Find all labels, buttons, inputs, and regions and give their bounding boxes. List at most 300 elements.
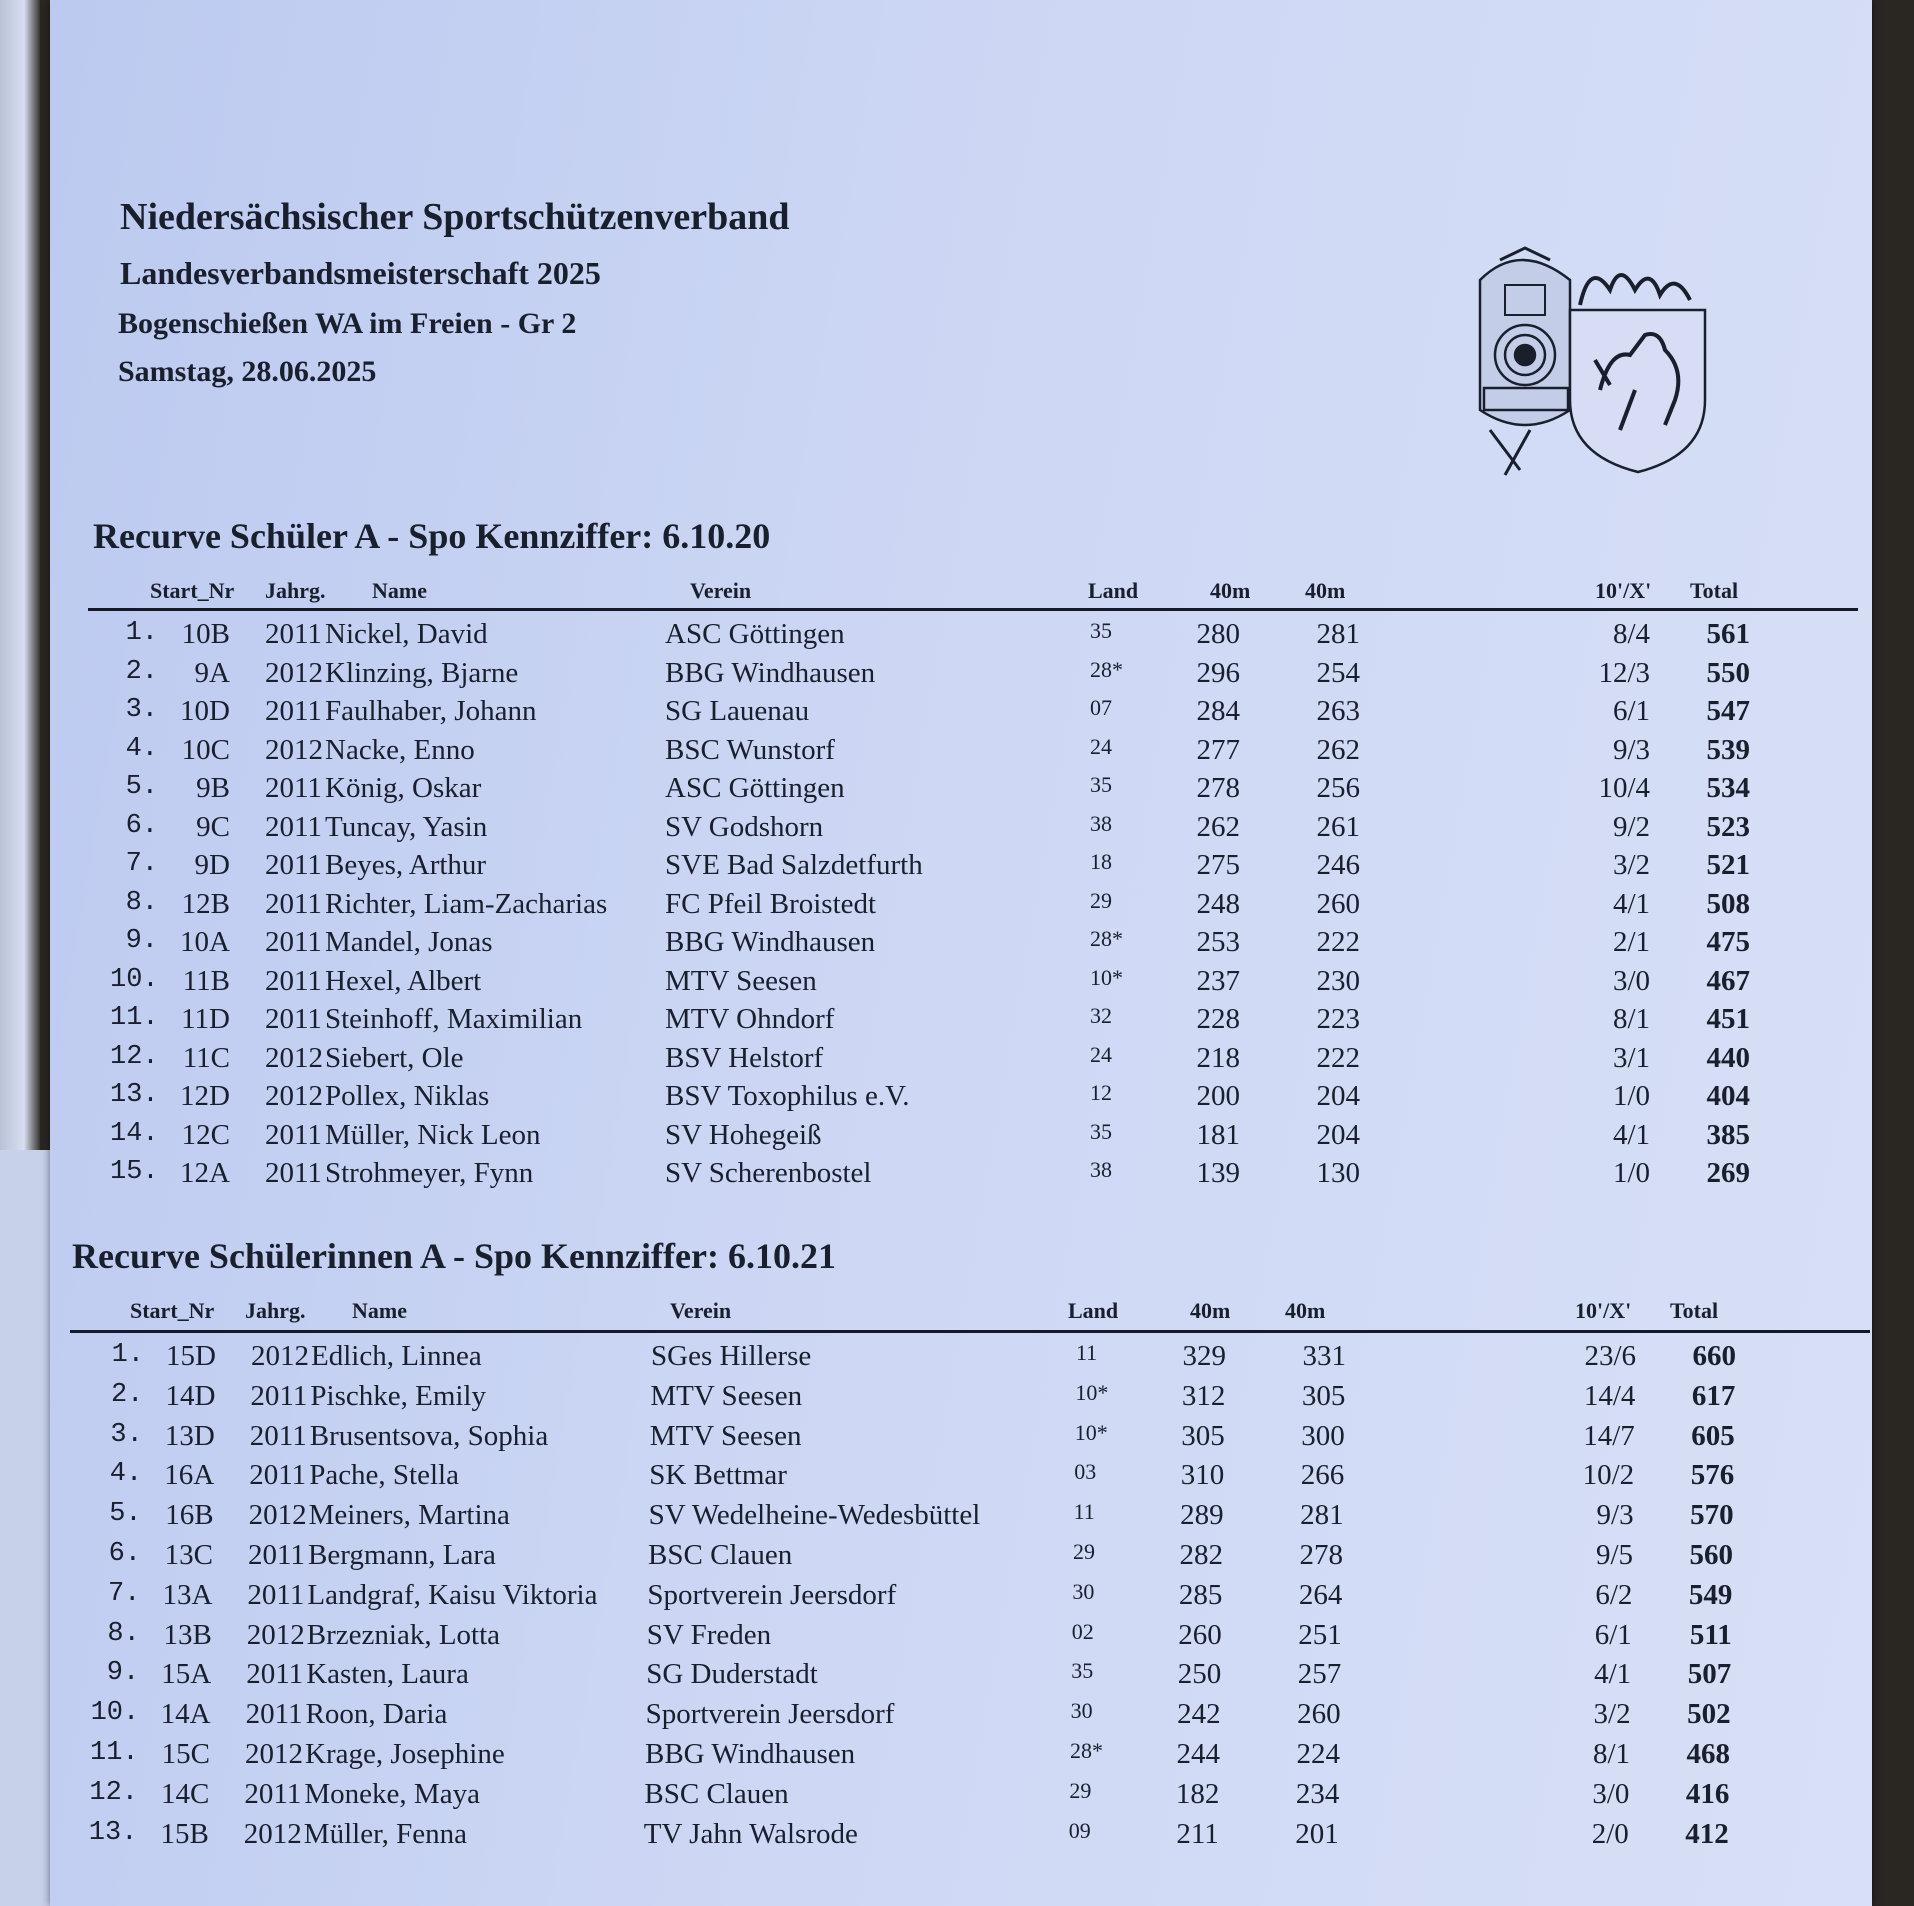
athlete-name-cell: Siebert, Ole xyxy=(325,1041,464,1074)
club-cell: MTV Seesen xyxy=(649,1419,802,1452)
birth-year-cell: 2012 xyxy=(265,1080,323,1112)
tens-x-cell: 3/2 xyxy=(1612,849,1650,881)
rank-cell: 2. xyxy=(110,1379,144,1410)
rank-cell: 1. xyxy=(111,1340,144,1370)
tens-x-cell: 9/3 xyxy=(1612,733,1650,766)
round1-score-cell: 211 xyxy=(1176,1817,1219,1850)
club-cell: SV Hohegeiß xyxy=(665,1118,822,1151)
round1-score-cell: 250 xyxy=(1177,1658,1222,1691)
round1-score-cell: 228 xyxy=(1196,1003,1240,1035)
round1-score-cell: 262 xyxy=(1196,810,1240,843)
round1-score-cell: 305 xyxy=(1181,1419,1225,1452)
total-score-cell: 534 xyxy=(1706,772,1750,804)
round1-score-cell: 260 xyxy=(1178,1618,1222,1651)
result-row xyxy=(50,1340,1872,1378)
round1-score-cell: 242 xyxy=(1177,1698,1221,1731)
column-header-jahrg: Jahrg. xyxy=(265,578,326,603)
round2-score-cell: 251 xyxy=(1298,1618,1342,1651)
result-row xyxy=(50,849,1872,887)
birth-year-cell: 2011 xyxy=(265,1118,322,1151)
club-cell: SV Godshorn xyxy=(665,810,824,843)
round2-score-cell: 261 xyxy=(1316,810,1360,843)
rank-cell: 7. xyxy=(125,849,158,879)
birth-year-cell: 2011 xyxy=(265,887,322,920)
column-header-name: Name xyxy=(352,1298,407,1323)
district-cell: 35 xyxy=(1090,618,1112,643)
schuetzenbund-emblem-icon xyxy=(1480,248,1570,475)
total-score-cell: 549 xyxy=(1688,1578,1733,1611)
club-cell: SGes Hillerse xyxy=(651,1340,812,1372)
total-score-cell: 508 xyxy=(1706,887,1750,920)
tens-x-cell: 2/1 xyxy=(1612,926,1650,958)
round2-score-cell: 204 xyxy=(1316,1080,1360,1112)
column-header-name: Name xyxy=(372,578,427,603)
club-cell: FC Pfeil Broistedt xyxy=(665,887,877,920)
club-cell: SG Lauenau xyxy=(665,695,810,727)
total-score-cell: 412 xyxy=(1685,1817,1729,1850)
start-number-cell: 10B xyxy=(181,618,230,650)
event-date: Samstag, 28.06.2025 xyxy=(118,355,377,388)
tens-x-cell: 23/6 xyxy=(1584,1340,1636,1372)
total-score-cell: 502 xyxy=(1687,1698,1731,1731)
club-cell: MTV Seesen xyxy=(665,964,817,997)
total-score-cell: 404 xyxy=(1706,1080,1750,1112)
athlete-name-cell: Brzezniak, Lotta xyxy=(306,1618,501,1651)
round1-score-cell: 237 xyxy=(1196,964,1240,997)
total-score-cell: 269 xyxy=(1706,1157,1750,1189)
start-number-cell: 15B xyxy=(160,1817,209,1850)
column-header-total: Total xyxy=(1670,1298,1719,1323)
round2-score-cell: 223 xyxy=(1316,1003,1360,1035)
athlete-name-cell: Klinzing, Bjarne xyxy=(325,656,519,689)
club-cell: ASC Göttingen xyxy=(665,618,845,650)
birth-year-cell: 2012 xyxy=(265,1041,323,1074)
district-cell: 35 xyxy=(1071,1658,1094,1684)
district-cell: 28* xyxy=(1070,1738,1103,1763)
district-cell: 11 xyxy=(1076,1340,1098,1365)
district-cell: 10* xyxy=(1074,1419,1108,1445)
round2-score-cell: 254 xyxy=(1316,656,1360,689)
start-number-cell: 13C xyxy=(164,1539,213,1571)
rank-cell: 15. xyxy=(110,1157,159,1187)
club-cell: Sportverein Jeersdorf xyxy=(645,1698,895,1731)
result-row xyxy=(50,734,1872,772)
round2-score-cell: 204 xyxy=(1316,1118,1360,1151)
club-cell: SK Bettmar xyxy=(649,1459,787,1492)
result-row xyxy=(50,1157,1872,1195)
result-row xyxy=(50,1698,1872,1736)
rank-cell: 10. xyxy=(90,1698,140,1729)
round2-score-cell: 257 xyxy=(1297,1658,1342,1691)
organization-title: Niedersächsischer Sportschützenverband xyxy=(120,196,790,238)
athlete-name-cell: Edlich, Linnea xyxy=(311,1340,482,1372)
start-number-cell: 10C xyxy=(181,733,230,766)
start-number-cell: 14C xyxy=(161,1777,210,1810)
total-score-cell: 576 xyxy=(1690,1459,1735,1492)
round1-score-cell: 289 xyxy=(1180,1499,1224,1532)
tens-x-cell: 1/0 xyxy=(1612,1157,1650,1189)
total-score-cell: 511 xyxy=(1689,1618,1732,1651)
rank-cell: 5. xyxy=(125,772,158,802)
header-rule xyxy=(70,1330,1870,1333)
birth-year-cell: 2011 xyxy=(265,772,322,804)
round1-score-cell: 312 xyxy=(1181,1379,1226,1412)
total-score-cell: 547 xyxy=(1706,695,1750,727)
round1-score-cell: 182 xyxy=(1175,1777,1220,1810)
athlete-name-cell: Kasten, Laura xyxy=(306,1658,469,1691)
result-row xyxy=(50,1119,1872,1157)
column-header-land: Land xyxy=(1068,1298,1119,1323)
round2-score-cell: 234 xyxy=(1295,1777,1340,1810)
athlete-name-cell: Pischke, Emily xyxy=(310,1379,486,1412)
tens-x-cell: 4/1 xyxy=(1612,1118,1650,1151)
birth-year-cell: 2011 xyxy=(244,1777,302,1810)
tens-x-cell: 10/4 xyxy=(1598,772,1650,804)
start-number-cell: 14D xyxy=(165,1379,216,1412)
club-cell: BBG Windhausen xyxy=(665,926,876,958)
district-cell: 24 xyxy=(1090,733,1112,759)
birth-year-cell: 2011 xyxy=(265,926,322,958)
club-cell: SV Wedelheine-Wedesbüttel xyxy=(648,1499,981,1532)
club-cell: ASC Göttingen xyxy=(665,772,845,804)
total-score-cell: 521 xyxy=(1706,849,1750,881)
club-cell: SV Scherenbostel xyxy=(665,1157,872,1189)
rank-cell: 1. xyxy=(125,618,158,648)
round2-score-cell: 224 xyxy=(1296,1738,1340,1770)
column-header-verein: Verein xyxy=(670,1298,732,1323)
result-row xyxy=(50,1459,1872,1497)
district-cell: 30 xyxy=(1072,1578,1095,1604)
section-title: Recurve Schülerinnen A - Spo Kennziffer: 6.10.21 xyxy=(72,1236,836,1276)
start-number-cell: 10A xyxy=(180,926,230,958)
rank-cell: 12. xyxy=(110,1041,159,1072)
column-header-round2: 40m xyxy=(1285,1298,1326,1323)
total-score-cell: 550 xyxy=(1706,656,1750,689)
district-cell: 35 xyxy=(1090,772,1112,797)
district-cell: 38 xyxy=(1090,810,1112,836)
birth-year-cell: 2011 xyxy=(265,849,322,881)
tens-x-cell: 4/1 xyxy=(1594,1658,1632,1691)
club-cell: BSV Toxophilus e.V. xyxy=(665,1080,910,1112)
start-number-cell: 12D xyxy=(180,1080,230,1112)
athlete-name-cell: Richter, Liam-Zacharias xyxy=(325,887,608,920)
rank-cell: 14. xyxy=(110,1118,159,1149)
round2-score-cell: 266 xyxy=(1300,1459,1345,1492)
result-row xyxy=(50,1042,1872,1080)
start-number-cell: 15C xyxy=(161,1738,210,1770)
round1-score-cell: 275 xyxy=(1196,849,1240,881)
round2-score-cell: 262 xyxy=(1316,733,1360,766)
start-number-cell: 11B xyxy=(182,964,230,997)
tens-x-cell: 3/0 xyxy=(1612,964,1650,997)
rank-cell: 8. xyxy=(125,887,158,918)
start-number-cell: 9C xyxy=(196,810,230,843)
tens-x-cell: 2/0 xyxy=(1591,1817,1629,1850)
tens-x-cell: 6/1 xyxy=(1612,695,1650,727)
round2-score-cell: 230 xyxy=(1316,964,1360,997)
start-number-cell: 11D xyxy=(181,1003,230,1035)
column-header-land: Land xyxy=(1088,578,1139,603)
rank-cell: 12. xyxy=(89,1777,138,1808)
result-row xyxy=(50,1818,1872,1856)
result-row xyxy=(50,1420,1872,1458)
total-score-cell: 385 xyxy=(1706,1118,1750,1151)
district-cell: 11 xyxy=(1073,1499,1095,1525)
athlete-name-cell: Landgraf, Kaisu Viktoria xyxy=(307,1578,598,1611)
lower-saxony-shield-icon xyxy=(1570,275,1705,472)
birth-year-cell: 2011 xyxy=(250,1379,308,1412)
rank-cell: 4. xyxy=(109,1459,143,1490)
district-cell: 18 xyxy=(1090,849,1112,874)
athlete-name-cell: König, Oskar xyxy=(325,772,482,804)
result-row xyxy=(50,657,1872,695)
round1-score-cell: 277 xyxy=(1196,733,1240,766)
club-cell: BSC Clauen xyxy=(644,1777,789,1810)
district-cell: 12 xyxy=(1090,1080,1112,1105)
athlete-name-cell: Meiners, Martina xyxy=(308,1499,510,1532)
athlete-name-cell: Roon, Daria xyxy=(305,1698,448,1731)
section-title: Recurve Schüler A - Spo Kennziffer: 6.10.20 xyxy=(93,516,771,556)
birth-year-cell: 2012 xyxy=(265,733,323,766)
rank-cell: 8. xyxy=(107,1618,140,1649)
district-cell: 10* xyxy=(1075,1379,1109,1405)
start-number-cell: 10D xyxy=(180,695,230,727)
result-row xyxy=(50,1619,1872,1657)
club-cell: BSC Wunstorf xyxy=(665,733,835,766)
round1-score-cell: 280 xyxy=(1196,618,1240,650)
round2-score-cell: 305 xyxy=(1301,1379,1346,1412)
athlete-name-cell: Pollex, Niklas xyxy=(325,1080,490,1112)
club-cell: BBG Windhausen xyxy=(645,1738,856,1770)
results-sheet xyxy=(50,0,1872,1906)
total-score-cell: 617 xyxy=(1691,1379,1736,1412)
round2-score-cell: 278 xyxy=(1299,1539,1343,1571)
club-cell: SG Duderstadt xyxy=(646,1658,818,1691)
column-header-total: Total xyxy=(1690,578,1739,603)
total-score-cell: 467 xyxy=(1706,964,1750,997)
column-header-start-nr: Start_Nr xyxy=(130,1298,215,1323)
start-number-cell: 12B xyxy=(181,887,230,920)
tens-x-cell: 9/3 xyxy=(1596,1499,1634,1532)
total-score-cell: 507 xyxy=(1687,1658,1732,1691)
column-header-round1: 40m xyxy=(1190,1298,1231,1323)
total-score-cell: 523 xyxy=(1706,810,1750,843)
club-cell: BSV Helstorf xyxy=(665,1041,824,1074)
district-cell: 02 xyxy=(1071,1618,1094,1644)
start-number-cell: 16B xyxy=(165,1499,214,1532)
rank-cell: 6. xyxy=(125,810,158,841)
round1-score-cell: 253 xyxy=(1196,926,1240,958)
round2-score-cell: 256 xyxy=(1316,772,1360,804)
birth-year-cell: 2012 xyxy=(246,1618,305,1651)
result-row xyxy=(50,1579,1872,1617)
result-row xyxy=(50,1778,1872,1816)
athlete-name-cell: Pache, Stella xyxy=(309,1459,459,1492)
birth-year-cell: 2011 xyxy=(247,1578,305,1611)
birth-year-cell: 2011 xyxy=(249,1459,307,1492)
birth-year-cell: 2012 xyxy=(251,1340,309,1372)
round2-score-cell: 300 xyxy=(1301,1419,1345,1452)
district-cell: 29 xyxy=(1090,887,1112,913)
total-score-cell: 660 xyxy=(1692,1340,1736,1372)
athlete-name-cell: Nickel, David xyxy=(325,618,488,650)
club-cell: MTV Seesen xyxy=(650,1379,803,1412)
district-cell: 09 xyxy=(1068,1817,1091,1843)
round2-score-cell: 130 xyxy=(1316,1157,1360,1189)
athlete-name-cell: Mandel, Jonas xyxy=(325,926,493,958)
rank-cell: 13. xyxy=(110,1080,159,1110)
athlete-name-cell: Moneke, Maya xyxy=(304,1777,480,1810)
start-number-cell: 13B xyxy=(163,1618,212,1651)
round1-score-cell: 181 xyxy=(1196,1118,1240,1151)
birth-year-cell: 2011 xyxy=(245,1698,303,1731)
start-number-cell: 9D xyxy=(194,849,230,881)
birth-year-cell: 2011 xyxy=(265,1003,322,1035)
result-row xyxy=(50,888,1872,926)
birth-year-cell: 2011 xyxy=(249,1419,307,1452)
round1-score-cell: 310 xyxy=(1180,1459,1225,1492)
rank-cell: 9. xyxy=(106,1658,140,1689)
result-row xyxy=(50,618,1872,656)
district-cell: 10* xyxy=(1090,964,1123,990)
round2-score-cell: 281 xyxy=(1316,618,1360,650)
athlete-name-cell: Bergmann, Lara xyxy=(308,1539,496,1571)
rank-cell: 2. xyxy=(125,656,158,687)
athlete-name-cell: Beyes, Arthur xyxy=(325,849,487,881)
result-row xyxy=(50,1539,1872,1577)
column-header-start-nr: Start_Nr xyxy=(150,578,235,603)
rank-cell: 6. xyxy=(108,1539,141,1569)
round2-score-cell: 264 xyxy=(1298,1578,1343,1611)
total-score-cell: 539 xyxy=(1706,733,1750,766)
total-score-cell: 570 xyxy=(1690,1499,1734,1532)
result-row xyxy=(50,965,1872,1003)
start-number-cell: 9A xyxy=(194,656,230,689)
start-number-cell: 13A xyxy=(162,1578,213,1611)
club-cell: SV Freden xyxy=(646,1618,772,1651)
district-cell: 03 xyxy=(1074,1459,1097,1485)
club-cell: SVE Bad Salzdetfurth xyxy=(665,849,923,881)
round1-score-cell: 329 xyxy=(1182,1340,1226,1372)
start-number-cell: 13D xyxy=(164,1419,215,1452)
tens-x-cell: 6/2 xyxy=(1595,1578,1633,1611)
discipline-title: Bogenschießen WA im Freien - Gr 2 xyxy=(118,307,577,340)
athlete-name-cell: Müller, Nick Leon xyxy=(325,1118,541,1151)
district-cell: 29 xyxy=(1069,1777,1092,1803)
column-header-tens-x: 10'/X' xyxy=(1575,1298,1632,1323)
tens-x-cell: 12/3 xyxy=(1598,656,1650,689)
district-cell: 32 xyxy=(1090,1003,1112,1028)
start-number-cell: 15A xyxy=(161,1658,212,1691)
round1-score-cell: 282 xyxy=(1179,1539,1223,1571)
total-score-cell: 561 xyxy=(1706,618,1750,650)
result-row xyxy=(50,1003,1872,1041)
birth-year-cell: 2011 xyxy=(246,1658,304,1691)
rank-cell: 3. xyxy=(125,695,158,725)
start-number-cell: 16A xyxy=(164,1459,215,1492)
rank-cell: 9. xyxy=(125,926,158,956)
tens-x-cell: 3/0 xyxy=(1592,1777,1630,1810)
tens-x-cell: 1/0 xyxy=(1612,1080,1650,1112)
district-cell: 35 xyxy=(1090,1118,1112,1144)
tens-x-cell: 8/1 xyxy=(1612,1003,1650,1035)
birth-year-cell: 2012 xyxy=(248,1499,307,1532)
result-row xyxy=(50,1658,1872,1696)
rank-cell: 4. xyxy=(125,733,158,764)
tens-x-cell: 9/2 xyxy=(1612,810,1650,843)
start-number-cell: 12C xyxy=(181,1118,230,1151)
tens-x-cell: 3/2 xyxy=(1593,1698,1631,1731)
round2-score-cell: 201 xyxy=(1295,1817,1339,1850)
total-score-cell: 468 xyxy=(1686,1738,1730,1770)
result-row xyxy=(50,695,1872,733)
round2-score-cell: 260 xyxy=(1316,887,1360,920)
column-header-verein: Verein xyxy=(690,578,752,603)
round2-score-cell: 246 xyxy=(1316,849,1360,881)
column-header-tens-x: 10'/X' xyxy=(1595,578,1652,603)
birth-year-cell: 2012 xyxy=(243,1817,302,1850)
result-row xyxy=(50,772,1872,810)
round2-score-cell: 260 xyxy=(1297,1698,1341,1731)
birth-year-cell: 2011 xyxy=(265,695,322,727)
tens-x-cell: 8/4 xyxy=(1612,618,1650,650)
result-row xyxy=(50,1499,1872,1537)
birth-year-cell: 2012 xyxy=(245,1738,303,1770)
athlete-name-cell: Krage, Josephine xyxy=(305,1738,505,1770)
tens-x-cell: 6/1 xyxy=(1594,1618,1632,1651)
athlete-name-cell: Steinhoff, Maximilian xyxy=(325,1003,583,1035)
round2-score-cell: 331 xyxy=(1302,1340,1346,1372)
total-score-cell: 560 xyxy=(1689,1539,1733,1571)
total-score-cell: 440 xyxy=(1706,1041,1750,1074)
round2-score-cell: 281 xyxy=(1300,1499,1344,1532)
tens-x-cell: 14/7 xyxy=(1583,1419,1635,1452)
athlete-name-cell: Faulhaber, Johann xyxy=(325,695,537,727)
rank-cell: 3. xyxy=(110,1419,143,1450)
round2-score-cell: 263 xyxy=(1316,695,1360,727)
round1-score-cell: 248 xyxy=(1196,887,1240,920)
total-score-cell: 605 xyxy=(1691,1419,1735,1452)
club-cell: MTV Ohndorf xyxy=(665,1003,835,1035)
tens-x-cell: 8/1 xyxy=(1592,1738,1630,1770)
district-cell: 38 xyxy=(1090,1157,1112,1182)
total-score-cell: 451 xyxy=(1706,1003,1750,1035)
district-cell: 29 xyxy=(1073,1539,1095,1564)
round1-score-cell: 284 xyxy=(1196,695,1240,727)
birth-year-cell: 2011 xyxy=(248,1539,305,1571)
column-header-round1: 40m xyxy=(1210,578,1251,603)
start-number-cell: 9B xyxy=(196,772,230,804)
result-row xyxy=(50,1738,1872,1776)
rank-cell: 11. xyxy=(90,1738,139,1768)
athlete-name-cell: Nacke, Enno xyxy=(325,733,475,766)
athlete-name-cell: Tuncay, Yasin xyxy=(325,810,488,843)
start-number-cell: 12A xyxy=(180,1157,230,1189)
district-cell: 28* xyxy=(1090,656,1123,682)
athlete-name-cell: Müller, Fenna xyxy=(303,1817,467,1850)
tens-x-cell: 3/1 xyxy=(1612,1041,1650,1074)
column-header-jahrg: Jahrg. xyxy=(245,1298,306,1323)
rank-cell: 10. xyxy=(110,964,159,995)
rank-cell: 5. xyxy=(109,1499,142,1530)
district-cell: 30 xyxy=(1070,1698,1093,1724)
start-number-cell: 11C xyxy=(182,1041,230,1074)
athlete-name-cell: Strohmeyer, Fynn xyxy=(325,1157,534,1189)
club-cell: TV Jahn Walsrode xyxy=(643,1817,858,1850)
total-score-cell: 475 xyxy=(1706,926,1750,958)
event-title: Landesverbandsmeisterschaft 2025 xyxy=(120,255,601,291)
start-number-cell: 14A xyxy=(160,1698,211,1731)
